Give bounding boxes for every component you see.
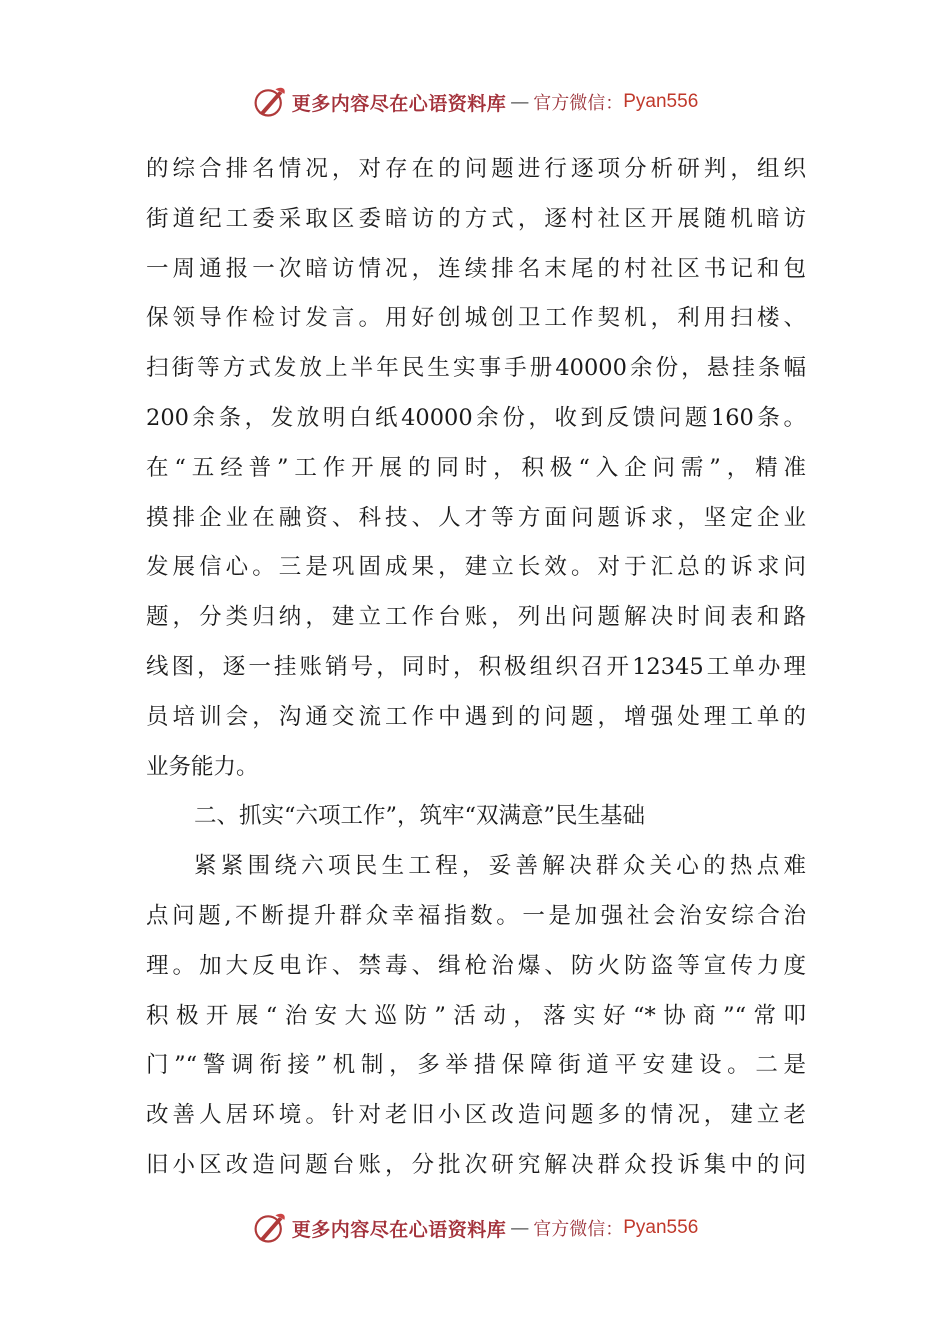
separator-dash: — — [510, 91, 530, 113]
body-line: 街道纪工委采取区委暗访的方式，逐村社区开展随机暗访 — [146, 205, 806, 232]
header-watermark — [0, 82, 950, 122]
paragraph-first-line: 紧紧围绕六项民生工程，妥善解决群众关心的热点难 — [194, 853, 806, 880]
body-line: 发展信心。三是巩固成果，建立长效。对于汇总的诉求问 — [146, 554, 806, 581]
brand-text: 更多内容尽在心语资料库 — [291, 1218, 507, 1241]
wechat-label: 官方微信： — [533, 93, 624, 114]
body-line: 点问题,不断提升群众幸福指数。一是加强社会治安综合治 — [146, 902, 806, 929]
body-line: 200余条，发放明白纸40000余份，收到反馈问题160条。 — [146, 404, 806, 431]
body-line: 摸排企业在融资、科技、人才等方面问题诉求，坚定企业 — [146, 504, 806, 531]
body-line: 在“五经普”工作开展的同时，积极“入企问需”，精准 — [146, 454, 806, 481]
body-line: 改善人居环境。针对老旧小区改造问题多的情况，建立老 — [146, 1102, 806, 1129]
body-line: 员培训会，沟通交流工作中遇到的问题，增强处理工单的 — [146, 703, 806, 730]
body-line: 线图，逐一挂账销号，同时，积极组织召开12345工单办理 — [146, 653, 806, 680]
body-line: 一周通报一次暗访情况，连续排名末尾的村社区书记和包 — [146, 255, 806, 282]
wechat-label: 官方微信： — [533, 1219, 624, 1240]
footer-watermark — [0, 1208, 950, 1248]
wechat-id: Pyan556 — [623, 91, 699, 112]
quill-logo-icon — [252, 84, 288, 120]
body-line: 业务能力。 — [146, 753, 259, 780]
wechat-id: Pyan556 — [623, 1217, 699, 1238]
body-line: 扫街等方式发放上半年民生实事手册40000余份，悬挂条幅 — [146, 355, 806, 382]
separator-dash: — — [510, 1217, 530, 1239]
body-line: 门”“警调衔接”机制，多举措保障街道平安建设。二是 — [146, 1052, 806, 1079]
body-line: 积极开展“治安大巡防”活动，落实好“*协商”“常叩 — [146, 1002, 806, 1029]
section-heading: 二、抓实“六项工作”，筑牢“双满意”民生基础 — [194, 803, 646, 830]
body-line: 理。加大反电诈、禁毒、缉枪治爆、防火防盗等宣传力度 — [146, 952, 806, 979]
body-line: 保领导作检讨发言。用好创城创卫工作契机，利用扫楼、 — [146, 305, 806, 332]
body-line: 旧小区改造问题台账，分批次研究解决群众投诉集中的问 — [146, 1151, 806, 1178]
document-body — [146, 145, 806, 1191]
body-line: 的综合排名情况，对存在的问题进行逐项分析研判，组织 — [146, 156, 806, 182]
quill-logo-icon — [252, 1210, 288, 1246]
body-line: 题，分类归纳，建立工作台账，列出问题解决时间表和路 — [146, 604, 806, 631]
brand-text: 更多内容尽在心语资料库 — [291, 92, 507, 115]
